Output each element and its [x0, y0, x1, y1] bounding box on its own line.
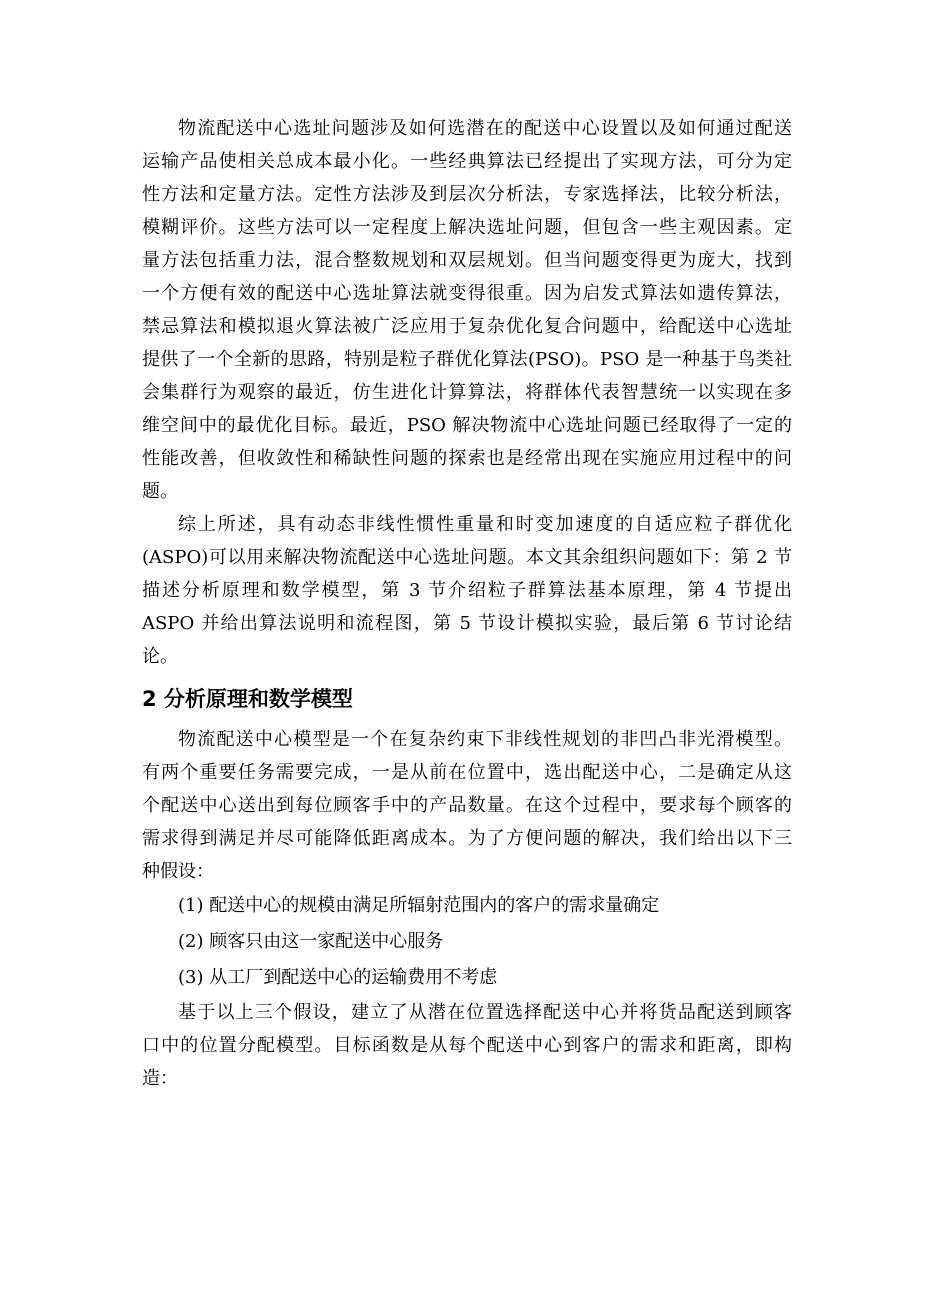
text-line: 性能改善，但收敛性和稀缺性问题的探索也是经常出现在实施应用过程中的问 — [142, 448, 792, 469]
intro-paragraph-1 — [142, 112, 792, 508]
intro-paragraph-2 — [142, 508, 792, 673]
model-paragraph — [142, 723, 792, 888]
assumption-item: (2) 顾客只由这一家配送中心服务 — [178, 931, 444, 952]
text-line: 禁忌算法和模拟退火算法被广泛应用于复杂优化复合问题中，给配送中心选址 — [142, 316, 792, 337]
text-line: 会集群行为观察的最近，仿生进化计算算法，将群体代表智慧统一以实现在多 — [142, 382, 792, 403]
text-line: 描述分析原理和数学模型，第 3 节介绍粒子群算法基本原理，第 4 节提出 — [142, 580, 792, 601]
assumption-item: (1) 配送中心的规模由满足所辐射范围内的客户的需求量确定 — [178, 895, 660, 916]
assumption-list — [142, 888, 792, 996]
text-line: 基于以上三个假设，建立了从潜在位置选择配送中心并将货品配送到顾客 — [178, 1002, 792, 1023]
text-line: 模糊评价。这些方法可以一定程度上解决选址问题，但包含一些主观因素。定 — [142, 217, 792, 238]
section-heading: 2 分析原理和数学模型 — [142, 687, 353, 711]
text-line: 有两个重要任务需要完成，一是从前在位置中，选出配送中心，二是确定从这 — [142, 762, 792, 783]
text-line: 论。 — [142, 646, 178, 667]
text-line: 题。 — [142, 481, 178, 502]
text-line: 物流配送中心模型是一个在复杂约束下非线性规划的非凹凸非光滑模型。 — [178, 729, 792, 750]
text-line: 造： — [142, 1068, 178, 1089]
text-line: 一个方便有效的配送中心选址算法就变得很重。因为启发式算法如遗传算法， — [142, 283, 792, 304]
page-body — [142, 112, 792, 1095]
objective-paragraph — [142, 996, 792, 1095]
text-line: 物流配送中心选址问题涉及如何选潜在的配送中心设置以及如何通过配送 — [178, 118, 792, 139]
assumption-item: (3) 从工厂到配送中心的运输费用不考虑 — [178, 967, 498, 988]
text-line: 需求得到满足并尽可能降低距离成本。为了方便问题的解决，我们给出以下三 — [142, 828, 792, 849]
text-line: 运输产品使相关总成本最小化。一些经典算法已经提出了实现方法，可分为定 — [142, 151, 792, 172]
text-line: (ASPO)可以用来解决物流配送中心选址问题。本文其余组织问题如下：第 2 节 — [142, 547, 792, 568]
text-line: ASPO 并给出算法说明和流程图，第 5 节设计模拟实验，最后第 6 节讨论结 — [142, 613, 792, 634]
text-line: 性方法和定量方法。定性方法涉及到层次分析法，专家选择法，比较分析法， — [142, 184, 792, 205]
text-line: 个配送中心送出到每位顾客手中的产品数量。在这个过程中，要求每个顾客的 — [142, 795, 792, 816]
text-line: 提供了一个全新的思路，特别是粒子群优化算法(PSO)。PSO 是一种基于鸟类社 — [142, 349, 792, 370]
text-line: 综上所述，具有动态非线性惯性重量和时变加速度的自适应粒子群优化 — [178, 514, 792, 535]
text-line: 种假设： — [142, 861, 214, 882]
text-line: 维空间中的最优化目标。最近，PSO 解决物流中心选址问题已经取得了一定的 — [142, 415, 792, 436]
text-line: 口中的位置分配模型。目标函数是从每个配送中心到客户的需求和距离，即构 — [142, 1035, 792, 1056]
text-line: 量方法包括重力法，混合整数规划和双层规划。但当问题变得更为庞大，找到 — [142, 250, 792, 271]
